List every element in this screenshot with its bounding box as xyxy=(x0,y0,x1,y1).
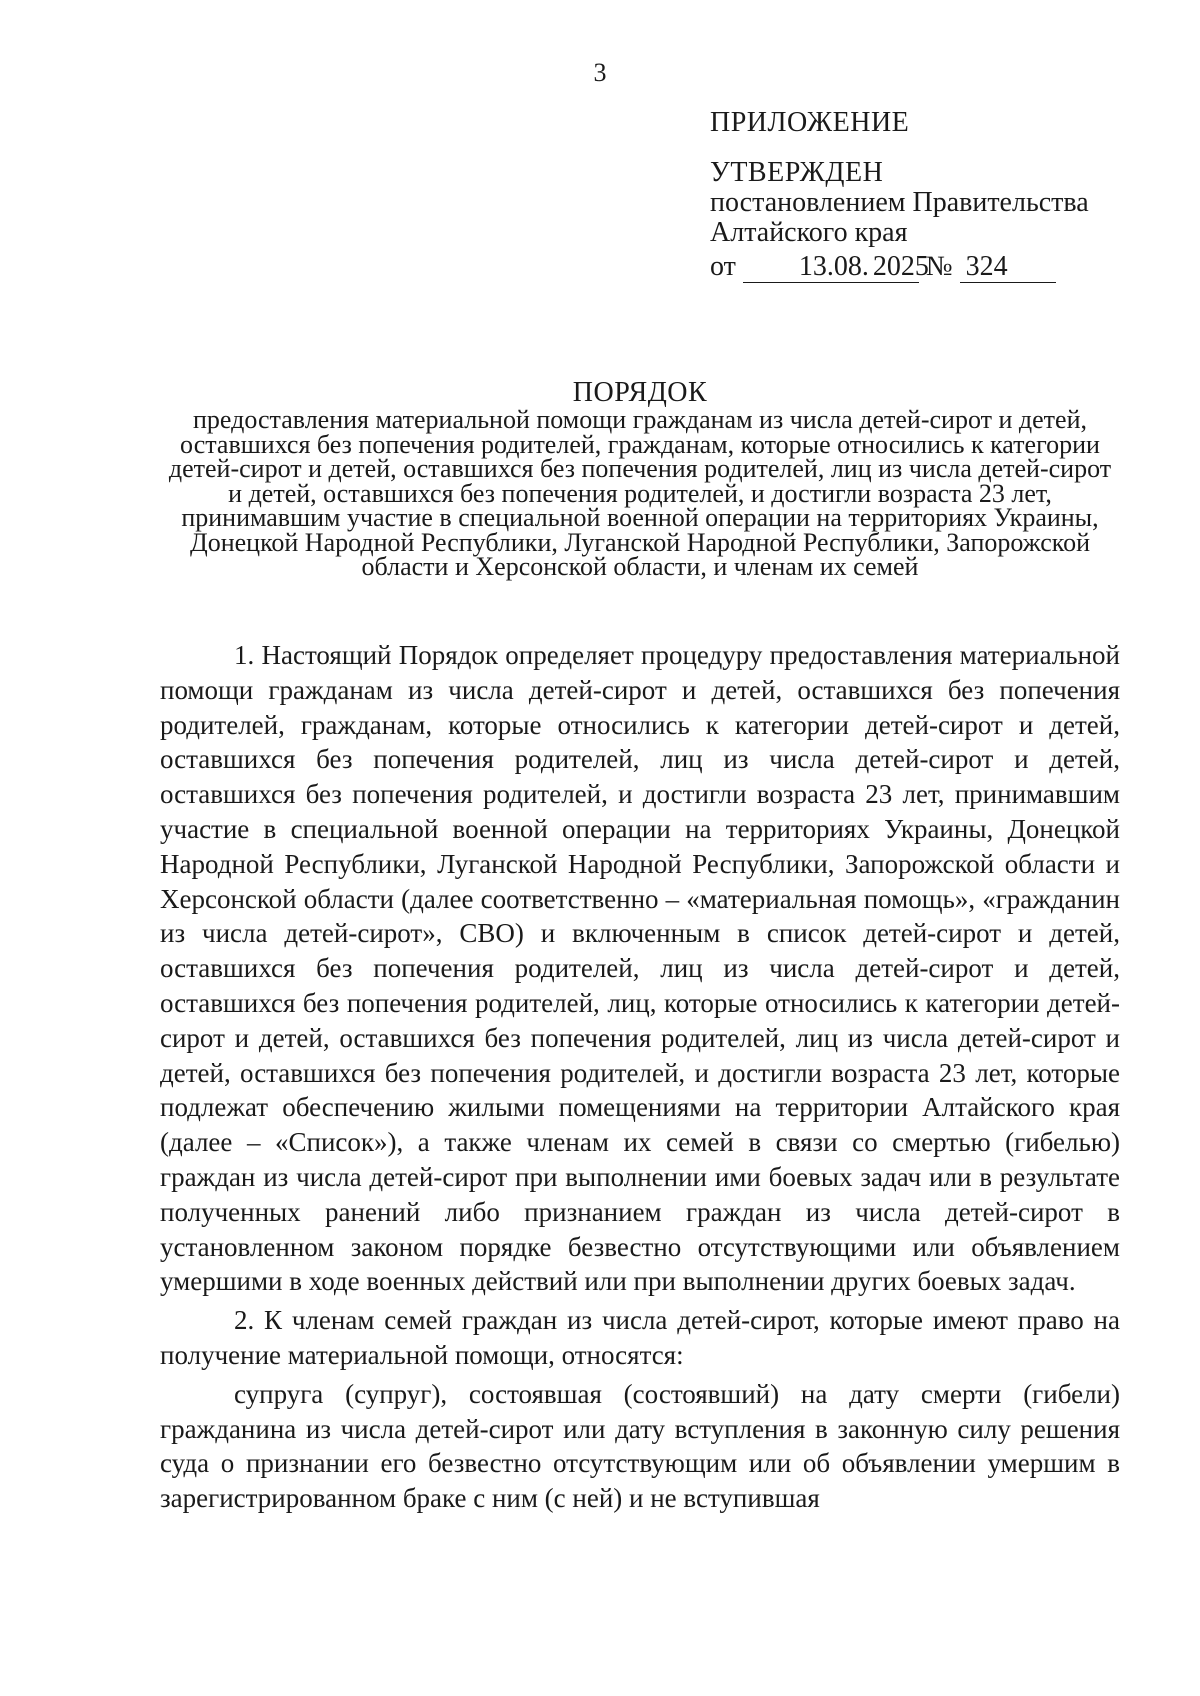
document-title: ПОРЯДОК xyxy=(572,377,708,408)
approval-year: 2025 xyxy=(872,251,929,282)
approval-block xyxy=(710,108,1130,283)
paragraph-3: супруга (супруг), состоявшая (состоявший) на дату смерти (гибели) гражданина из числа детей-сирот или дату вступления в законную силу решения суда о признании его безвестно отсутствующим или об объявлении умершим в зарегистрированном браке с ним (с ней) и не вступившая xyxy=(160,1378,1120,1514)
title-block xyxy=(160,378,1120,580)
approval-number: 324 xyxy=(960,252,1056,283)
date-prefix: от xyxy=(710,251,736,282)
approved-by-line-1: постановлением Правительства xyxy=(710,187,1089,218)
document-subtitle: предоставления материальной помощи гражданам из числа детей-сирот и детей, оставшихся без попечения родителей, гражданам, которые относились к категории детей-сирот и детей, оставшихся без попечения родителей, лиц из числа детей-сирот и детей, оставшихся без попечения родителей, и достигли возраста 23 лет, принимавшим участие в специальной военной операции на территориях Украины, Донецкой Народной Республики, Луганской Народной Республики, Запорожской области и Херсонской области, и членам их семей xyxy=(168,405,1112,581)
number-sign: № xyxy=(925,251,953,282)
paragraph-2: 2. К членам семей граждан из числа детей-сирот, которые имеют право на получение материальной помощи, относятся: xyxy=(160,1305,1120,1370)
document-body xyxy=(160,638,1120,1520)
approval-date-line xyxy=(710,252,1130,283)
page-number: 3 xyxy=(593,58,607,87)
approved-label: УТВЕРЖДЕН xyxy=(710,157,884,188)
approved-by-line-2: Алтайского края xyxy=(710,217,908,248)
appendix-label: ПРИЛОЖЕНИЕ xyxy=(710,107,910,138)
paragraph-1: 1. Настоящий Порядок определяет процедуру предоставления материальной помощи гражданам из числа детей-сирот и детей, оставшихся без попечения родителей, гражданам, которые относились к категории детей-сирот и детей, оставшихся без попечения родителей, лиц из числа детей-сирот и детей, оставшихся без попечения родителей, и достигли возраста 23 лет, принимавшим участие в специальной военной операции на территориях Украины, Донецкой Народной Республики, Луганской Народной Республики, Запорожской области и Херсонской области (далее соответственно – «материальная помощь», «гражданин из числа детей-сирот», СВО) и включенным в список детей-сирот и детей, оставшихся без попечения родителей, лиц из числа детей-сирот и детей, оставшихся без попечения родителей, лиц, которые относились к категории детей-сирот и детей, оставшихся без попечения родителей, лиц из числа детей-сирот и детей, оставшихся без попечения родителей, и достигли возраста 23 лет, которые подлежат обеспечению жилыми помещениями на территории Алтайского края (далее – «Список»), а также членам их семей в связи со смертью (гибелью) граждан из числа детей-сирот при выполнении ими боевых задач или в результате полученных ранений либо признанием граждан из числа детей-сирот в установленном законом порядке безвестно отсутствующими или объявлением умершими в ходе военных действий или при выполнении других боевых задач. xyxy=(160,640,1120,1297)
approval-date: 13.08. xyxy=(743,252,873,283)
